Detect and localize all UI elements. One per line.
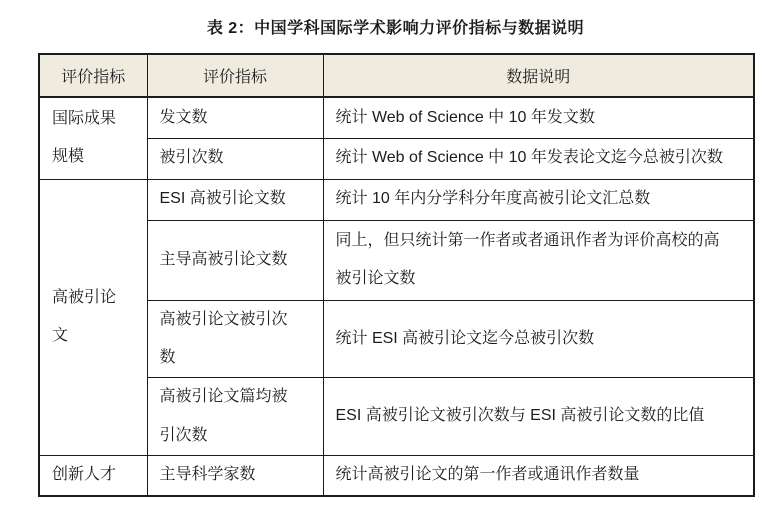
document-page [38, 19, 753, 497]
indicator-cell: 高被引论文篇均被引次数 [147, 378, 323, 456]
column-header-indicator: 评价指标 [147, 54, 323, 97]
description-cell: 同上，但只统计第一作者或者通讯作者为评价高校的高被引论文数 [323, 220, 754, 300]
indicator-cell: ESI 高被引论文数 [147, 179, 323, 220]
indicator-cell: 被引次数 [147, 138, 323, 179]
table-row [39, 378, 754, 456]
description-cell: 统计 10 年内分学科分年度高被引论文汇总数 [323, 179, 754, 220]
header-row [39, 54, 754, 97]
column-header-category: 评价指标 [39, 54, 147, 97]
indicator-cell: 主导高被引论文数 [147, 220, 323, 300]
table-row [39, 456, 754, 496]
group-cell-international-output: 国际成果规模 [39, 97, 147, 179]
table-row [39, 138, 754, 179]
description-cell: 统计 Web of Science 中 10 年发文数 [323, 97, 754, 138]
column-header-description: 数据说明 [323, 54, 754, 97]
indicator-cell: 高被引论文被引次数 [147, 300, 323, 378]
indicator-cell: 主导科学家数 [147, 456, 323, 496]
table-row [39, 179, 754, 220]
description-cell: 统计 ESI 高被引论文迄今总被引次数 [323, 300, 754, 378]
table-title: 表 2：中国学科国际学术影响力评价指标与数据说明 [206, 20, 585, 37]
table-row [39, 220, 754, 300]
table-row [39, 300, 754, 378]
table-row [39, 97, 754, 138]
group-cell-highly-cited-papers: 高被引论文 [39, 179, 147, 456]
indicator-cell: 发文数 [147, 97, 323, 138]
indicators-table [38, 53, 755, 497]
description-cell: 统计高被引论文的第一作者或通讯作者数量 [323, 456, 754, 496]
description-cell: ESI 高被引论文被引次数与 ESI 高被引论文数的比值 [323, 378, 754, 456]
description-cell: 统计 Web of Science 中 10 年发表论文迄今总被引次数 [323, 138, 754, 179]
group-cell-innovative-talent: 创新人才 [39, 456, 147, 496]
